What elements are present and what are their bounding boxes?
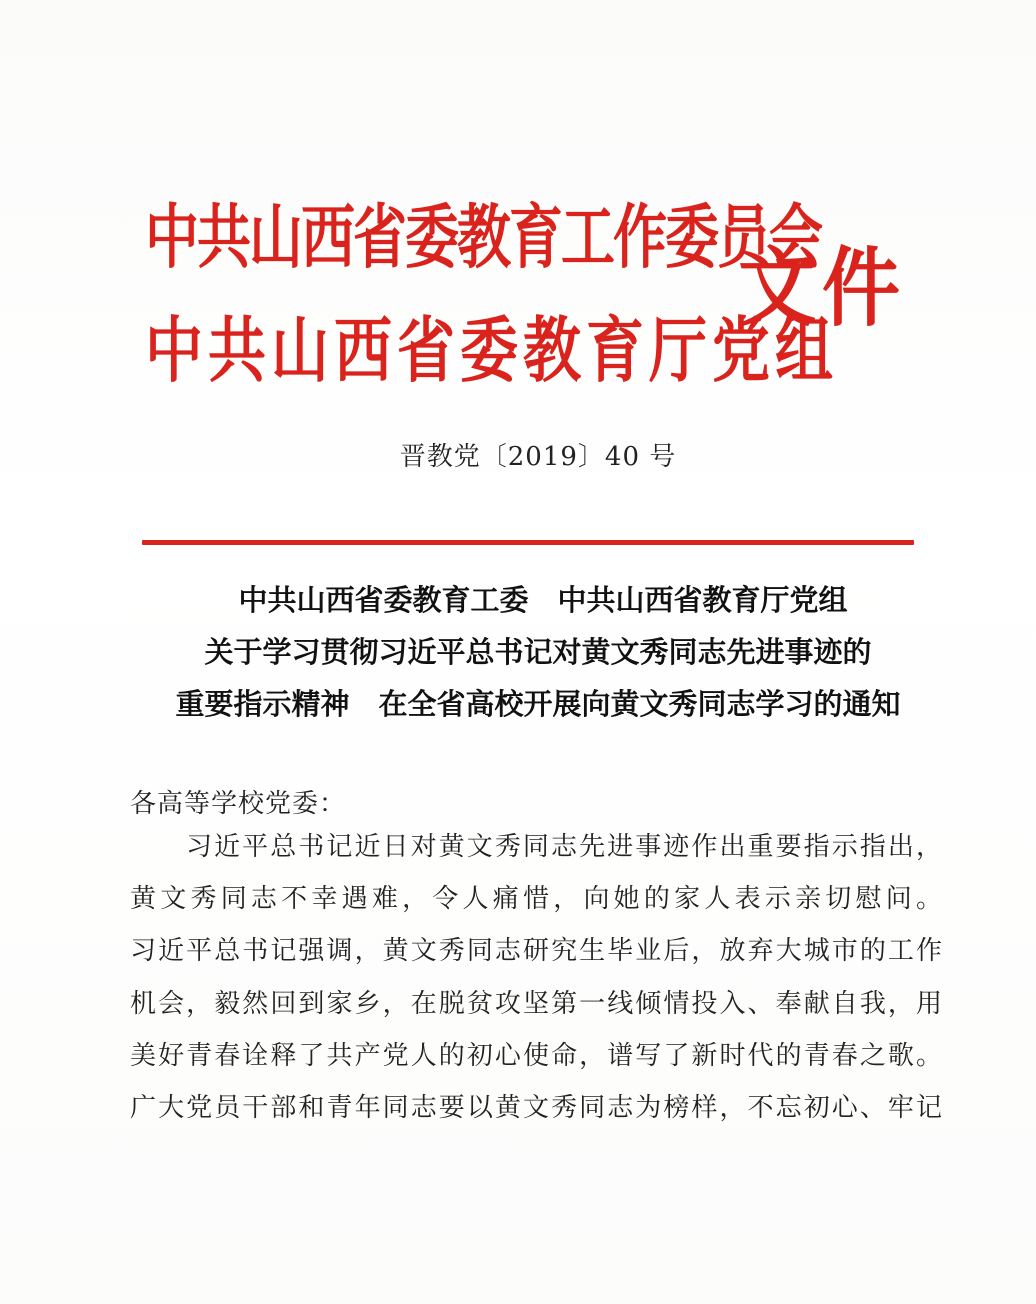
body-line-1: 习近平总书记近日对黄文秀同志先进事迹作出重要指示指出， <box>186 832 942 862</box>
body-line-2: 黄文秀同志不幸遇难，令人痛惜，向她的家人表示亲切慰问。 <box>130 884 942 914</box>
body-line-4: 机会，毅然回到家乡，在脱贫攻坚第一线倾情投入、奉献自我，用 <box>130 989 942 1019</box>
title-line-3: 重要指示精神 在全省高校开展向黄文秀同志学习的通知 <box>175 687 901 721</box>
red-separator-line <box>142 540 914 545</box>
document-type-label: 文件 <box>738 238 907 339</box>
document-number: 晋教党〔2019〕40 号 <box>399 442 677 472</box>
body-line-3: 习近平总书记强调，黄文秀同志研究生毕业后，放弃大城市的工作 <box>130 936 942 966</box>
title-line-1: 中共山西省委教育工委 中共山西省教育厅党组 <box>238 583 848 617</box>
body-line-5: 美好青春诠释了共产党人的初心使命，谱写了新时代的青春之歌。 <box>130 1041 942 1071</box>
issuer-line-1: 中共山西省委教育工作委员会 <box>145 195 821 278</box>
salutation: 各高等学校党委： <box>130 789 347 819</box>
title-line-2: 关于学习贯彻习近平总书记对黄文秀同志先进事迹的 <box>204 635 872 669</box>
issuer-line-2: 中共山西省委教育厅党组 <box>145 308 839 392</box>
body-line-6: 广大党员干部和青年同志要以黄文秀同志为榜样，不忘初心、牢记 <box>130 1093 942 1123</box>
